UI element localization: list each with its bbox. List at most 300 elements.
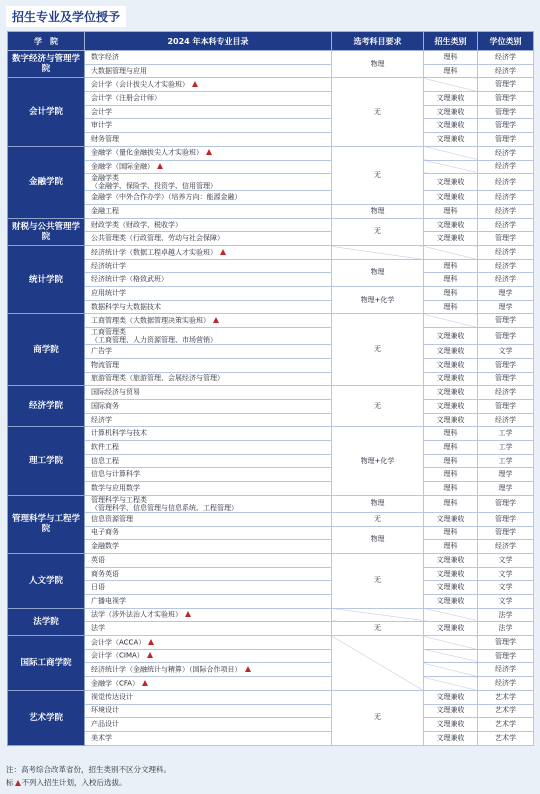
major-name xyxy=(85,540,332,554)
school-name: 商学院 xyxy=(8,314,85,386)
degree-type: 经济学 xyxy=(478,51,534,65)
header-category: 招生类别 xyxy=(424,32,478,51)
major-label: 经济统计学 xyxy=(91,261,126,270)
degree-type: 管理学 xyxy=(478,400,534,414)
degree-type: 管理学 xyxy=(478,526,534,540)
major-label: 金融学类 （金融学、保险学、投资学、信用管理） xyxy=(91,174,217,191)
degree-type: 工学 xyxy=(478,454,534,468)
major-label: 会计学 xyxy=(91,107,112,116)
header-major: 2024 年本科专业目录 xyxy=(85,32,332,51)
subject-requirement xyxy=(332,608,424,622)
table-row xyxy=(8,314,534,328)
admission-category: 理科 xyxy=(424,300,478,314)
header-degree: 学位类别 xyxy=(478,32,534,51)
page-title: 招生专业及学位授予 xyxy=(6,6,126,27)
major-name xyxy=(85,146,332,160)
table-row xyxy=(8,146,534,160)
degree-type: 理学 xyxy=(478,468,534,482)
subject-requirement: 无 xyxy=(332,78,424,146)
table-row xyxy=(8,204,534,218)
major-label: 广告学 xyxy=(91,347,112,356)
admission-category: 文理兼收 xyxy=(424,413,478,427)
admission-category: 理科 xyxy=(424,259,478,273)
table-row xyxy=(8,51,534,65)
admission-category: 文理兼收 xyxy=(424,328,478,345)
major-name xyxy=(85,663,332,677)
major-name xyxy=(85,204,332,218)
table-header-row xyxy=(8,32,534,51)
subject-requirement: 无 xyxy=(332,553,424,608)
school-name: 管理科学与工程学院 xyxy=(8,495,85,553)
major-label: 国际经济与贸易 xyxy=(91,388,140,397)
admission-category xyxy=(424,78,478,92)
red-triangle-icon xyxy=(157,163,163,169)
major-label: 会计学（ACCA） xyxy=(91,638,146,647)
degree-type: 经济学 xyxy=(478,204,534,218)
major-label: 日语 xyxy=(91,583,105,592)
table-row xyxy=(8,649,534,663)
major-name xyxy=(85,372,332,386)
table-row xyxy=(8,663,534,677)
major-label: 公共管理类（行政管理、劳动与社会保障） xyxy=(91,234,224,243)
degree-type: 文学 xyxy=(478,595,534,609)
school-name: 法学院 xyxy=(8,608,85,635)
degree-type: 管理学 xyxy=(478,372,534,386)
subject-requirement: 物理+化学 xyxy=(332,287,424,314)
table-row xyxy=(8,345,534,359)
major-name xyxy=(85,400,332,414)
school-name: 人文学院 xyxy=(8,553,85,608)
major-name xyxy=(85,731,332,745)
major-label: 审计学 xyxy=(91,121,112,130)
admission-category xyxy=(424,160,478,174)
subject-requirement: 物理 xyxy=(332,204,424,218)
major-label: 会计学（注册会计师） xyxy=(91,93,161,102)
subject-requirement: 无 xyxy=(332,218,424,245)
admission-category xyxy=(424,677,478,691)
major-label: 旅游管理类（旅游管理、会展经济与管理） xyxy=(91,374,224,383)
major-label: 环境设计 xyxy=(91,706,119,715)
degree-type: 经济学 xyxy=(478,386,534,400)
major-name xyxy=(85,259,332,273)
major-label: 工商管理类 （工商管理、人力资源管理、市场营销） xyxy=(91,328,217,345)
degree-type: 文学 xyxy=(478,345,534,359)
table-row xyxy=(8,105,534,119)
table-row xyxy=(8,482,534,496)
major-name xyxy=(85,92,332,106)
table-row xyxy=(8,540,534,554)
degree-type: 经济学 xyxy=(478,246,534,260)
table-row xyxy=(8,78,534,92)
major-label: 会计学（CIMA） xyxy=(91,651,144,660)
subject-requirement: 无 xyxy=(332,622,424,636)
table-row xyxy=(8,287,534,301)
admission-category: 理科 xyxy=(424,204,478,218)
degree-type: 经济学 xyxy=(478,174,534,191)
admission-category: 文理兼收 xyxy=(424,105,478,119)
degree-type: 经济学 xyxy=(478,677,534,691)
note-line-1: 注：高考综合改革省份，招生类别不区分文理科。 xyxy=(6,765,171,774)
degree-type: 工学 xyxy=(478,441,534,455)
major-name xyxy=(85,358,332,372)
major-label: 经济统计学（数据工程卓越人才实验班） xyxy=(91,248,217,257)
table-body xyxy=(8,51,534,746)
major-name xyxy=(85,300,332,314)
major-name xyxy=(85,119,332,133)
major-name xyxy=(85,133,332,147)
major-label: 金融数学 xyxy=(91,542,119,551)
major-name xyxy=(85,386,332,400)
admission-category xyxy=(424,146,478,160)
degree-type: 经济学 xyxy=(478,663,534,677)
table-row xyxy=(8,328,534,345)
table-row xyxy=(8,595,534,609)
degree-type: 经济学 xyxy=(478,191,534,205)
major-name xyxy=(85,273,332,287)
major-label: 软件工程 xyxy=(91,442,119,451)
major-label: 工商管理类（大数据管理决策实验班） xyxy=(91,316,210,325)
major-name xyxy=(85,78,332,92)
table-row xyxy=(8,246,534,260)
major-name xyxy=(85,553,332,567)
major-name xyxy=(85,174,332,191)
subject-requirement: 无 xyxy=(332,690,424,745)
header-school: 学 院 xyxy=(8,32,85,51)
degree-type: 管理学 xyxy=(478,495,534,512)
admission-category: 文理兼收 xyxy=(424,553,478,567)
major-label: 金融学（量化金融拔尖人才实验班） xyxy=(91,148,203,157)
admission-category: 文理兼收 xyxy=(424,92,478,106)
admission-category: 文理兼收 xyxy=(424,731,478,745)
red-triangle-icon xyxy=(185,611,191,617)
red-triangle-icon xyxy=(192,81,198,87)
degree-type: 理学 xyxy=(478,287,534,301)
admission-category: 理科 xyxy=(424,273,478,287)
admission-category: 文理兼收 xyxy=(424,345,478,359)
table-row xyxy=(8,64,534,78)
table-row xyxy=(8,174,534,191)
degree-type: 理学 xyxy=(478,482,534,496)
degree-type: 艺术学 xyxy=(478,704,534,718)
table-row xyxy=(8,608,534,622)
major-label: 金融学（国际金融） xyxy=(91,162,154,171)
major-label: 管理科学与工程类 （管理科学、信息管理与信息系统、工程管理） xyxy=(91,495,238,512)
table-row xyxy=(8,454,534,468)
major-label: 经济学 xyxy=(91,415,112,424)
table-row xyxy=(8,495,534,512)
major-name xyxy=(85,495,332,512)
degree-type: 经济学 xyxy=(478,146,534,160)
admission-category: 文理兼收 xyxy=(424,567,478,581)
school-name: 统计学院 xyxy=(8,246,85,314)
major-name xyxy=(85,718,332,732)
admission-category: 理科 xyxy=(424,287,478,301)
major-label: 电子商务 xyxy=(91,528,119,537)
degree-type: 管理学 xyxy=(478,119,534,133)
table-row xyxy=(8,704,534,718)
major-name xyxy=(85,677,332,691)
major-name xyxy=(85,345,332,359)
red-triangle-icon xyxy=(148,639,154,645)
admission-category xyxy=(424,636,478,650)
major-name xyxy=(85,191,332,205)
major-name xyxy=(85,581,332,595)
subject-requirement: 物理 xyxy=(332,495,424,512)
admission-category: 文理兼收 xyxy=(424,218,478,232)
table-row xyxy=(8,92,534,106)
table-row xyxy=(8,581,534,595)
degree-type: 经济学 xyxy=(478,160,534,174)
admission-category: 理科 xyxy=(424,51,478,65)
table-row xyxy=(8,386,534,400)
degree-type: 艺术学 xyxy=(478,690,534,704)
red-triangle-icon xyxy=(220,249,226,255)
degree-type: 艺术学 xyxy=(478,731,534,745)
major-label: 法学（涉外法治人才实验班） xyxy=(91,610,182,619)
red-triangle-icon xyxy=(15,780,21,786)
school-name: 理工学院 xyxy=(8,427,85,495)
school-name: 经济学院 xyxy=(8,386,85,427)
major-name xyxy=(85,328,332,345)
major-label: 视觉传达设计 xyxy=(91,692,133,701)
admission-category: 理科 xyxy=(424,540,478,554)
major-name xyxy=(85,51,332,65)
table-row xyxy=(8,119,534,133)
major-name xyxy=(85,649,332,663)
table-row xyxy=(8,553,534,567)
admission-category: 文理兼收 xyxy=(424,622,478,636)
major-name xyxy=(85,526,332,540)
major-name xyxy=(85,454,332,468)
red-triangle-icon xyxy=(245,666,251,672)
major-name xyxy=(85,636,332,650)
major-label: 产品设计 xyxy=(91,720,119,729)
degree-type: 管理学 xyxy=(478,636,534,650)
admission-category: 文理兼收 xyxy=(424,133,478,147)
table-row xyxy=(8,372,534,386)
table-row xyxy=(8,400,534,414)
admission-category xyxy=(424,314,478,328)
admission-category: 文理兼收 xyxy=(424,512,478,526)
degree-type: 文学 xyxy=(478,553,534,567)
major-label: 大数据管理与应用 xyxy=(91,66,147,75)
degree-type: 管理学 xyxy=(478,133,534,147)
table-row xyxy=(8,731,534,745)
major-label: 国际商务 xyxy=(91,401,119,410)
school-name: 艺术学院 xyxy=(8,690,85,745)
school-name: 数字经济与管理学院 xyxy=(8,51,85,78)
degree-type: 法学 xyxy=(478,622,534,636)
degree-type: 经济学 xyxy=(478,273,534,287)
header-subject: 选考科目要求 xyxy=(332,32,424,51)
admission-category: 理科 xyxy=(424,64,478,78)
table-row xyxy=(8,259,534,273)
admission-category xyxy=(424,608,478,622)
major-label: 金融学（CFA） xyxy=(91,679,140,688)
admission-category: 文理兼收 xyxy=(424,174,478,191)
admission-category: 文理兼收 xyxy=(424,718,478,732)
note-suffix: 不列入招生计划，入校后选拔。 xyxy=(21,778,127,787)
degree-type: 管理学 xyxy=(478,328,534,345)
red-triangle-icon xyxy=(213,317,219,323)
major-label: 美术学 xyxy=(91,733,112,742)
degree-type: 理学 xyxy=(478,300,534,314)
degree-type: 管理学 xyxy=(478,92,534,106)
subject-requirement xyxy=(332,246,424,260)
table-row xyxy=(8,413,534,427)
admission-category: 文理兼收 xyxy=(424,581,478,595)
degree-type: 经济学 xyxy=(478,64,534,78)
major-label: 信息资源管理 xyxy=(91,514,133,523)
subject-requirement: 无 xyxy=(332,314,424,386)
table-row xyxy=(8,441,534,455)
subject-requirement: 物理 xyxy=(332,526,424,553)
admission-category: 文理兼收 xyxy=(424,119,478,133)
admission-category: 文理兼收 xyxy=(424,400,478,414)
degree-type: 经济学 xyxy=(478,540,534,554)
subject-requirement: 物理+化学 xyxy=(332,427,424,495)
school-name: 国际工商学院 xyxy=(8,636,85,691)
table-row xyxy=(8,718,534,732)
admission-category: 理科 xyxy=(424,454,478,468)
major-label: 经济统计学（格致武班） xyxy=(91,275,168,284)
major-label: 物流管理 xyxy=(91,360,119,369)
red-triangle-icon xyxy=(206,149,212,155)
degree-type: 工学 xyxy=(478,427,534,441)
admission-category: 理科 xyxy=(424,482,478,496)
degree-type: 经济学 xyxy=(478,218,534,232)
table-row xyxy=(8,622,534,636)
admission-category: 理科 xyxy=(424,495,478,512)
table-row xyxy=(8,160,534,174)
table-row xyxy=(8,677,534,691)
admission-category xyxy=(424,663,478,677)
table-row xyxy=(8,468,534,482)
table-row xyxy=(8,512,534,526)
degree-type: 管理学 xyxy=(478,78,534,92)
major-label: 信息与计算科学 xyxy=(91,470,140,479)
table-row xyxy=(8,358,534,372)
degree-type: 艺术学 xyxy=(478,718,534,732)
major-label: 数据科学与大数据技术 xyxy=(91,302,161,311)
degree-type: 法学 xyxy=(478,608,534,622)
table-row xyxy=(8,526,534,540)
table-row xyxy=(8,191,534,205)
admission-category: 理科 xyxy=(424,427,478,441)
table-row xyxy=(8,567,534,581)
major-name xyxy=(85,427,332,441)
major-name xyxy=(85,468,332,482)
degree-type: 经济学 xyxy=(478,413,534,427)
degree-type: 经济学 xyxy=(478,259,534,273)
admission-category: 理科 xyxy=(424,526,478,540)
admission-category: 文理兼收 xyxy=(424,704,478,718)
table-row xyxy=(8,133,534,147)
major-label: 信息工程 xyxy=(91,456,119,465)
major-label: 应用统计学 xyxy=(91,288,126,297)
note-prefix: 标 xyxy=(6,778,14,787)
admission-category xyxy=(424,649,478,663)
major-name xyxy=(85,690,332,704)
major-name xyxy=(85,64,332,78)
major-name xyxy=(85,608,332,622)
major-name xyxy=(85,512,332,526)
admission-category xyxy=(424,246,478,260)
major-label: 数字经济 xyxy=(91,52,119,61)
major-label: 财政学类（财政学、税收学） xyxy=(91,220,182,229)
admission-category: 文理兼收 xyxy=(424,191,478,205)
major-label: 计算机科学与技术 xyxy=(91,429,147,438)
admission-category: 文理兼收 xyxy=(424,358,478,372)
red-triangle-icon xyxy=(142,680,148,686)
major-name xyxy=(85,482,332,496)
table-row xyxy=(8,218,534,232)
table-row xyxy=(8,690,534,704)
major-name xyxy=(85,105,332,119)
degree-type: 文学 xyxy=(478,581,534,595)
major-name xyxy=(85,314,332,328)
majors-table xyxy=(7,31,534,746)
major-label: 金融工程 xyxy=(91,206,119,215)
subject-requirement: 无 xyxy=(332,512,424,526)
table-row xyxy=(8,427,534,441)
major-name xyxy=(85,567,332,581)
subject-requirement: 物理 xyxy=(332,51,424,78)
admission-category: 文理兼收 xyxy=(424,690,478,704)
school-name: 财税与公共管理学院 xyxy=(8,218,85,245)
subject-requirement xyxy=(332,636,424,691)
admission-category: 文理兼收 xyxy=(424,372,478,386)
red-triangle-icon xyxy=(147,652,153,658)
major-label: 商务英语 xyxy=(91,569,119,578)
major-name xyxy=(85,704,332,718)
degree-type: 管理学 xyxy=(478,649,534,663)
admission-category: 理科 xyxy=(424,441,478,455)
major-name xyxy=(85,441,332,455)
school-name: 金融学院 xyxy=(8,146,85,218)
major-label: 金融学（中外合作办学）（培养方向：能源金融） xyxy=(91,193,242,202)
major-name xyxy=(85,160,332,174)
degree-type: 管理学 xyxy=(478,232,534,246)
admission-category: 文理兼收 xyxy=(424,595,478,609)
table-row xyxy=(8,300,534,314)
admission-category: 文理兼收 xyxy=(424,232,478,246)
major-name xyxy=(85,595,332,609)
subject-requirement: 无 xyxy=(332,386,424,427)
major-name xyxy=(85,413,332,427)
major-label: 会计学（会计拔尖人才实验班） xyxy=(91,80,189,89)
degree-type: 管理学 xyxy=(478,512,534,526)
admission-category: 理科 xyxy=(424,468,478,482)
subject-requirement: 物理 xyxy=(332,259,424,286)
major-label: 英语 xyxy=(91,555,105,564)
major-label: 广播电视学 xyxy=(91,596,126,605)
admission-category: 文理兼收 xyxy=(424,386,478,400)
degree-type: 文学 xyxy=(478,567,534,581)
major-name xyxy=(85,287,332,301)
major-name xyxy=(85,622,332,636)
major-label: 法学 xyxy=(91,624,105,633)
major-name xyxy=(85,218,332,232)
table-row xyxy=(8,273,534,287)
table-row xyxy=(8,636,534,650)
major-name xyxy=(85,232,332,246)
degree-type: 管理学 xyxy=(478,358,534,372)
major-label: 财务管理 xyxy=(91,134,119,143)
major-label: 数学与应用数学 xyxy=(91,483,140,492)
degree-type: 管理学 xyxy=(478,105,534,119)
major-label: 经济统计学（金融统计与精算）（国际合作项目） xyxy=(91,665,242,674)
